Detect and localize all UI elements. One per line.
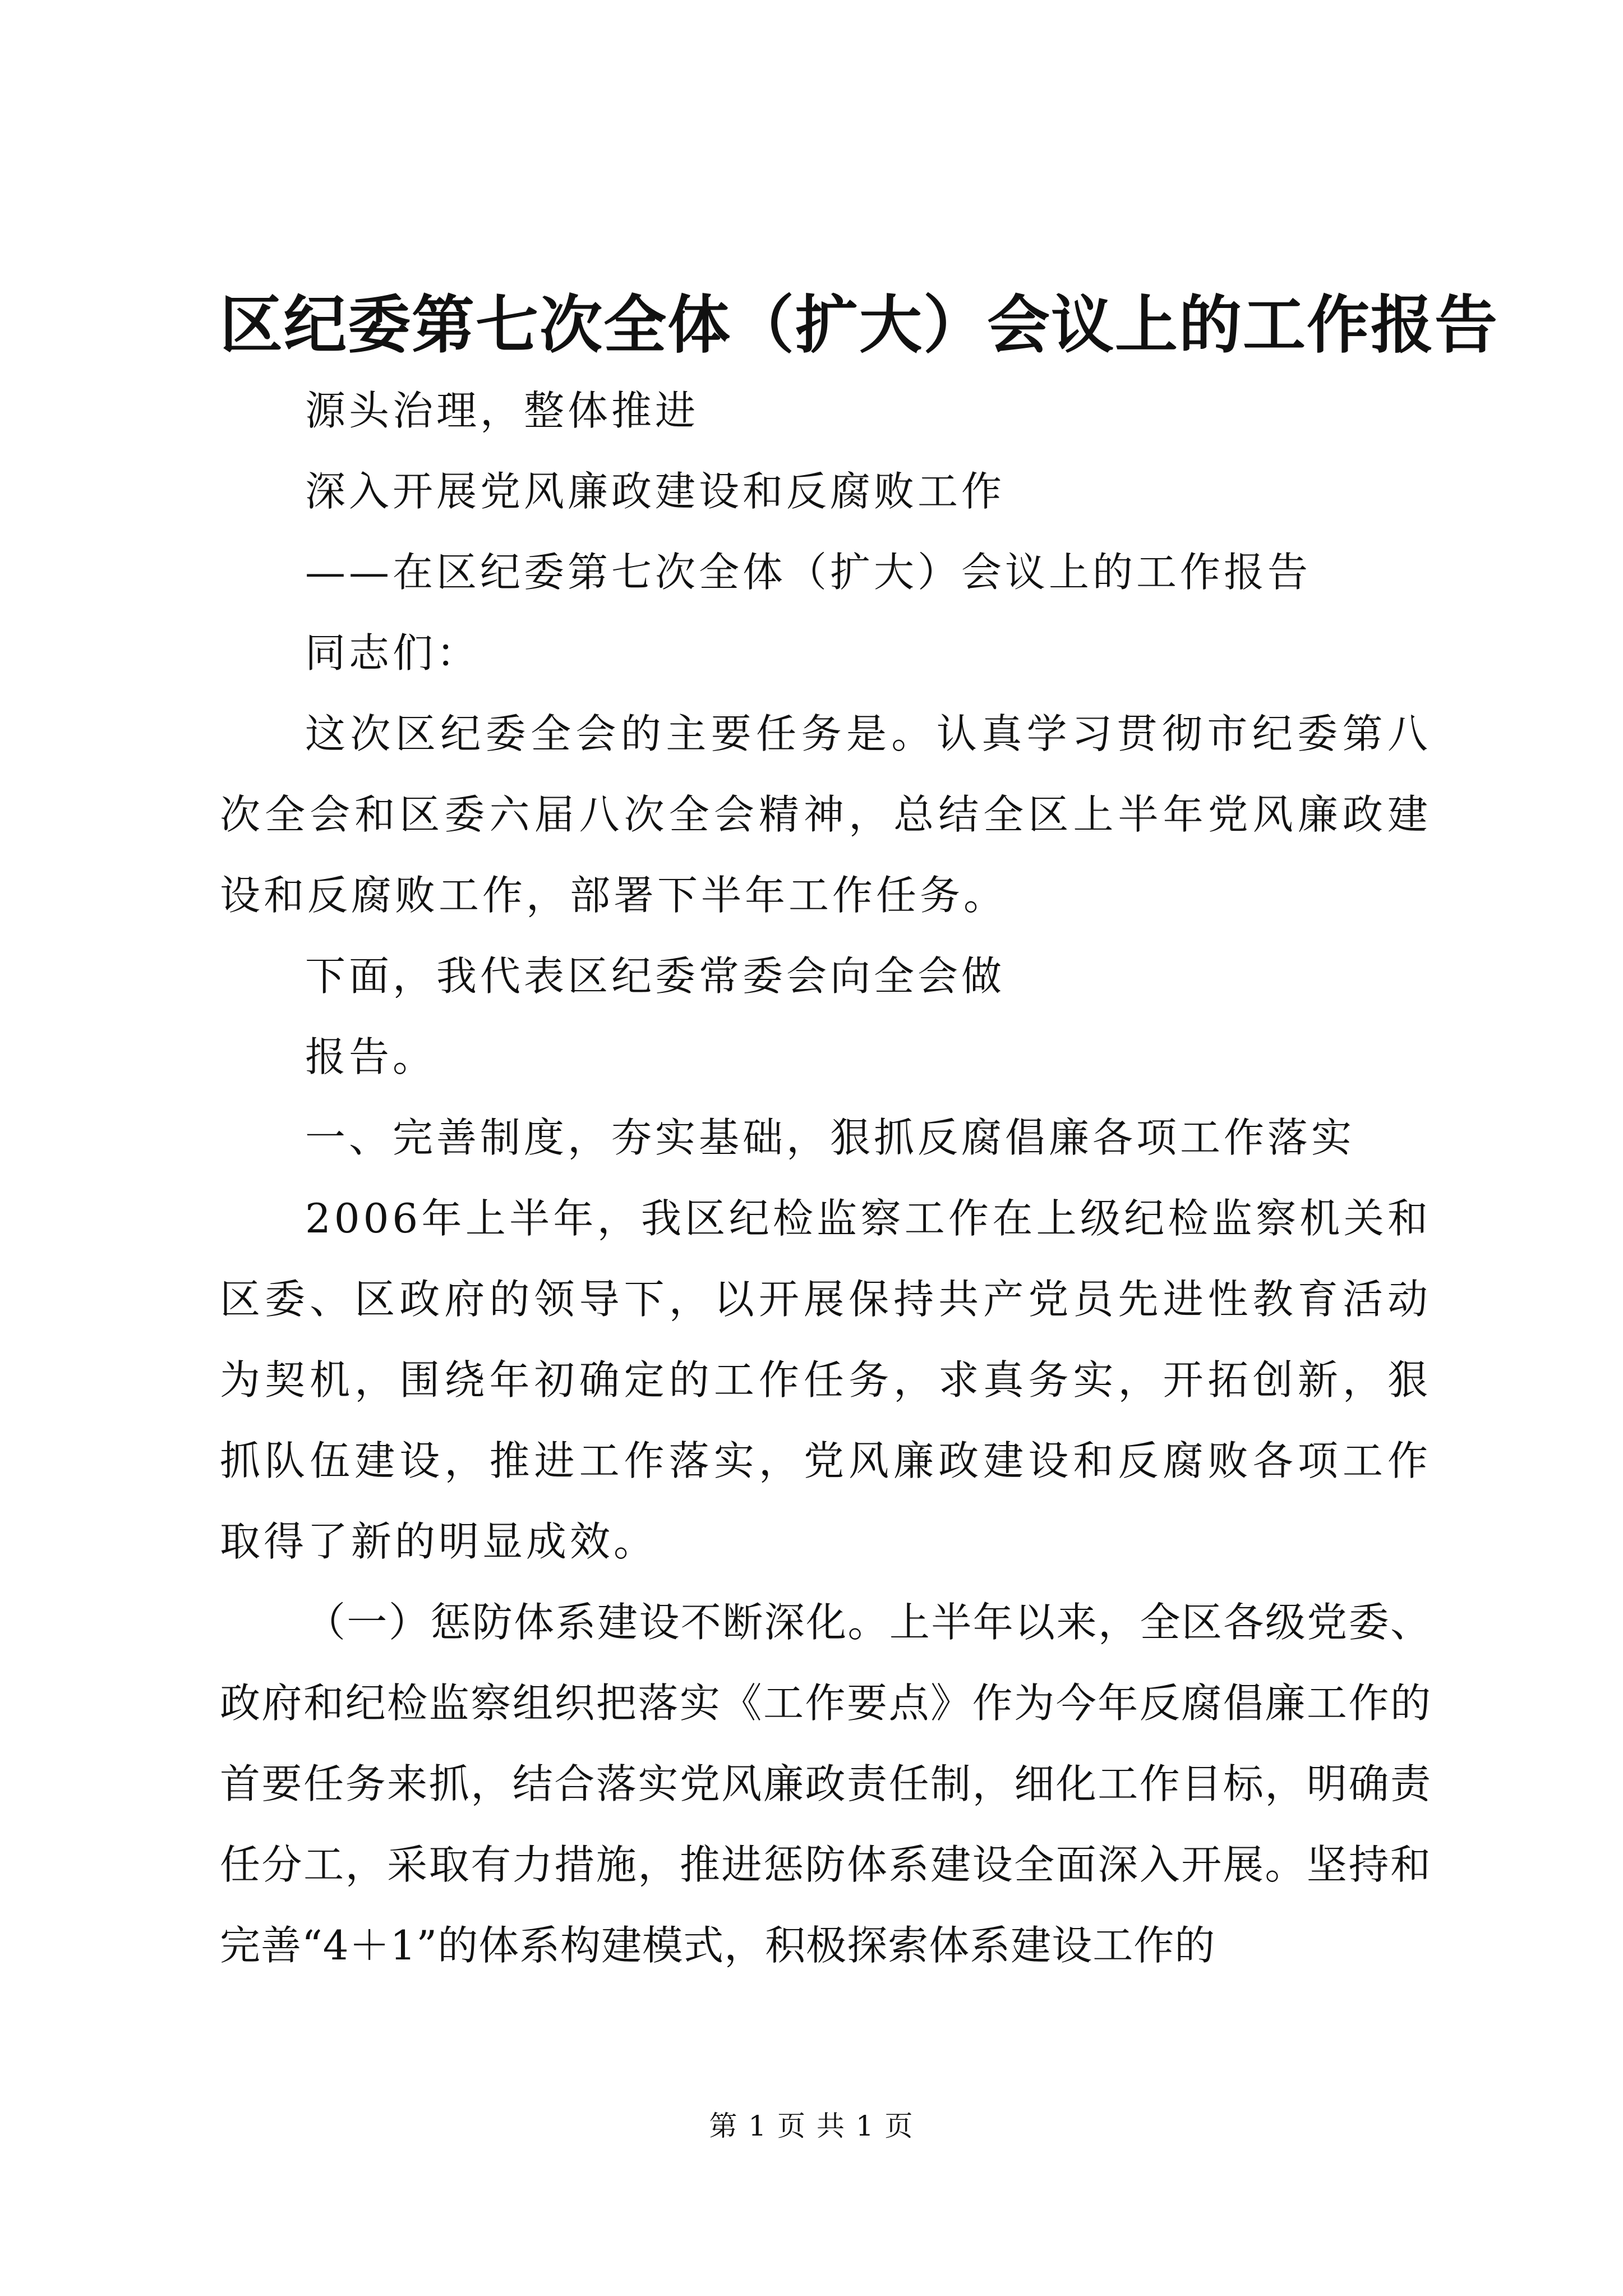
- body-paragraph: 2006年上半年，我区纪检监察工作在上级纪检监察机关和区委、区政府的领导下，以开展保持共产党员先进性教育活动为契机，围绕年初确定的工作任务，求真务实，开拓创新，狠抓队伍建设，推进工作落实，党风廉政建设和反腐败各项工作取得了新的明显成效。: [220, 1195, 1431, 1565]
- body-paragraph: 这次区纪委全会的主要任务是。认真学习贯彻市纪委第八次全会和区委六届八次全会精神，总结全区上半年党风廉政建设和反腐败工作，部署下半年工作任务。: [220, 710, 1431, 919]
- subtitle-line-3: ——在区纪委第七次全体（扩大）会议上的工作报告: [305, 549, 1312, 596]
- subtitle-line-1: 源头治理，整体推进: [305, 387, 699, 434]
- document-body: [220, 370, 1431, 1986]
- page-number-footer: 第 1 页 共 1 页: [709, 2110, 914, 2142]
- subtitle-line-2: 深入开展党风廉政建设和反腐败工作: [305, 468, 1006, 515]
- body-paragraph: 下面，我代表区纪委常委会向全会做: [305, 953, 1006, 1000]
- section-heading: 一、完善制度，夯实基础，狠抓反腐倡廉各项工作落实: [305, 1114, 1355, 1161]
- body-paragraph: 报告。: [305, 1033, 437, 1080]
- body-paragraph: （一）惩防体系建设不断深化。上半年以来，全区各级党委、政府和纪检监察组织把落实《工作要点》作为今年反腐倡廉工作的首要任务来抓，结合落实党风廉政责任制，细化工作目标，明确责任分工，采取有力措施，推进惩防体系建设全面深入开展。坚持和完善“4＋1”的体系构建模式，积极探索体系建设工作的: [220, 1599, 1431, 1969]
- salutation: 同志们：: [305, 629, 481, 677]
- document-title: 区纪委第七次全体（扩大）会议上的工作报告: [220, 288, 1498, 362]
